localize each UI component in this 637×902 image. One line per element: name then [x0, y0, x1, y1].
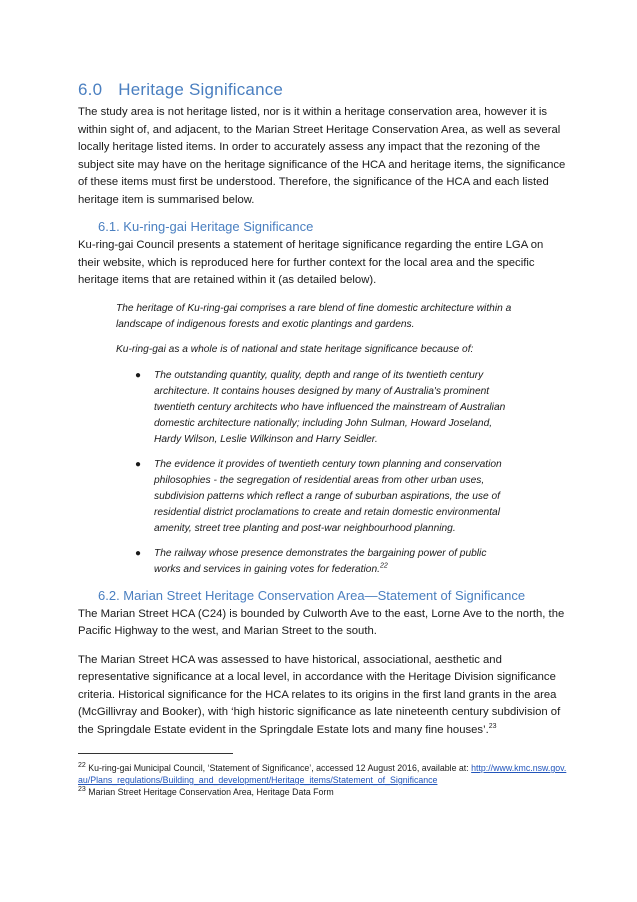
list-item	[116, 368, 514, 448]
footnote-ref-22[interactable]: 22	[379, 562, 388, 570]
footnote-ref-23[interactable]: 23	[488, 722, 497, 730]
bullet-icon: ●	[135, 547, 142, 559]
block-quote	[116, 301, 516, 578]
quote-paragraph-1: The heritage of Ku-ring-gai comprises a rare blend of fine domestic architecture within a landscape of indigenous forests and exotic plantings and gardens.	[116, 302, 512, 330]
document-body	[78, 80, 568, 798]
list-item-text: The railway whose presence demonstrates the bargaining power of public works and services in gaining votes for federation.	[154, 547, 487, 575]
footnote-22	[78, 762, 568, 786]
quote-paragraph-2: Ku-ring-gai as a whole is of national and state heritage significance because of:	[116, 343, 474, 355]
section-number: 6.0	[78, 80, 103, 99]
subsection-heading-6-1: 6.1. Ku-ring-gai Heritage Significance	[98, 219, 314, 234]
section-heading	[78, 80, 568, 100]
list-item	[116, 457, 514, 537]
footnote-number: 23	[78, 786, 86, 794]
subsection-6-2-para-2	[78, 652, 568, 740]
significance-list	[116, 368, 516, 578]
section-title: Heritage Significance	[118, 80, 284, 99]
footnote-text: Marian Street Heritage Conservation Area, Heritage Data Form	[85, 787, 334, 797]
bullet-icon: ●	[135, 369, 142, 381]
footnote-number: 22	[78, 762, 86, 770]
list-item-text: The outstanding quantity, quality, depth and range of its twentieth century architecture. It contains houses designed by many of Australia's prominent twentieth century architects who have influenced the mainstream of Australian domestic architecture nationally; including John Sulman, Howard Joseland, Hardy Wilson, Leslie Wilkinson and Harry Seidler.	[154, 369, 506, 445]
subsection-heading-6-2: 6.2. Marian Street Heritage Conservation Area—Statement of Significance	[98, 587, 526, 603]
subsection-6-2-para-1: The Marian Street HCA (C24) is bounded by Culworth Ave to the east, Lorne Ave to the north, the Pacific Highway to the west, and Marian Street to the south.	[78, 607, 565, 637]
list-item	[116, 546, 514, 578]
subsection-6-1-body: Ku-ring-gai Council presents a statement of heritage significance regarding the entire LGA on their website, which is reproduced here for further context for the local area and the specific heritage items that are retained within it (as detailed below).	[78, 239, 544, 286]
list-item-text: The evidence it provides of twentieth century town planning and conservation philosophies - the segregation of residential areas from other urban uses, subdivision patterns which reflect a range of suburban aspirations, the use of residential district proclamations to create and retain domestic environmental amenity, street tree planting and post-war neighbourhood planning.	[154, 458, 502, 534]
footnote-text: Ku-ring-gai Municipal Council, ‘Statement of Significance’, accessed 12 August 2016, available at:	[85, 763, 472, 773]
bullet-icon: ●	[135, 458, 142, 470]
section-intro: The study area is not heritage listed, nor is it within a heritage conservation area, however it is within sight of, and adjacent, to the Marian Street Heritage Conservation Area, as well as several locally heritage listed items. In order to accurately assess any impact that the rezoning of the subject site may have on the heritage significance of the HCA and heritage items, the significance of these items must first be understood. Therefore, the significance of the HCA and each listed heritage item is summarised below.	[78, 106, 566, 206]
para-2-text: The Marian Street HCA was assessed to have historical, associational, aesthetic and representative significance at a local level, in accordance with the Heritage Division significance criteria. Historical significance for the HCA relates to its origins in the first land grants in the area (McGillivray and Booker), with ‘high historic significance as late nineteenth century subdivision of the Springdale Estate evident in the Springdale Estate lots and many fine houses’.	[78, 653, 561, 736]
footnote-divider	[78, 753, 233, 754]
footnote-link[interactable]: http://www.kmc.nsw.gov.au/Plans_regulations/Building_and_development/Heritage_items/Statement_of_Significance	[78, 763, 567, 785]
footnote-23	[78, 786, 568, 798]
